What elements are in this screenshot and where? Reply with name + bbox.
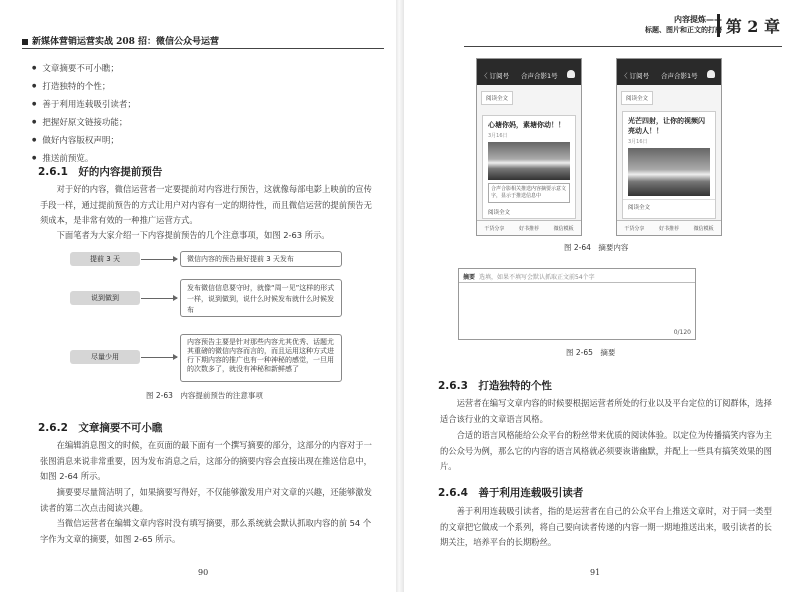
- paragraph: 当微信运营者在编辑文章内容时没有填写摘要，那么系统就会默认抓取内容的前 54 个字作为文章的摘要，如图 2-65 所示。: [40, 518, 372, 544]
- diagram-label-3: 尽量少用: [70, 350, 140, 364]
- phone-nav-bar: [617, 59, 721, 85]
- figure-caption-2-65: 图 2-65 摘要: [566, 348, 616, 357]
- bullet-list: [42, 60, 136, 168]
- phone-tab-bar: [617, 220, 721, 235]
- header-square-icon: [22, 39, 28, 45]
- phone-screenshot-2: [616, 58, 722, 236]
- phone-nav-bar: [477, 59, 581, 85]
- back-link: 〈 订阅号: [481, 72, 510, 80]
- diagram-label-2: 说到做到: [70, 291, 140, 305]
- section-heading-2-6-2: 2.6.2 文章摘要不可小瞧: [38, 422, 163, 434]
- book-gutter: [396, 0, 404, 592]
- article-card: [482, 115, 576, 219]
- figure-caption-2-63: 图 2-63 内容提前预告的注意事项: [146, 391, 263, 400]
- tab-item: 好书推荐: [518, 225, 539, 232]
- paragraph: 下面笔者为大家介绍一下内容提前预告的几个注意事项，如图 2-63 所示。: [56, 230, 330, 240]
- paragraph: 合适的语言风格能给公众平台的粉丝带来优质的阅读体验。以定位为传播搞笑内容为主的公众号为例，那么它的内容的语言风格就必须要诙谐幽默，并配上一些具有搞笑效果的图片。: [440, 430, 772, 471]
- tab-item: 干货分享: [624, 225, 645, 232]
- card-date: 3月16日: [488, 133, 508, 139]
- arrow-icon: [141, 357, 177, 358]
- card-date: 3月16日: [628, 139, 648, 145]
- arrow-icon: [141, 259, 177, 260]
- header-subtitle-2: 标题、图片和正文的打磨: [645, 26, 722, 34]
- paragraph: 摘要要尽量简洁明了，如果摘要写得好，不仅能够激发用户对文章的兴趣，还能够激发读者的第二次点击阅读兴趣。: [40, 487, 372, 513]
- card-image: [488, 142, 570, 180]
- figure-caption-2-64: 图 2-64 摘要内容: [564, 243, 629, 252]
- account-title: 合声合影1号: [521, 72, 558, 80]
- diagram-desc-2: 发布微信信息要守时，就像“周一见”这样的形式一样，说到做到，说什么时候发布就什么时候发布: [180, 279, 342, 317]
- left-page: [0, 0, 396, 592]
- account-title: 合声合影1号: [661, 72, 698, 80]
- card-read-link: 阅读全文: [623, 199, 715, 214]
- summary-field-row: [459, 269, 695, 283]
- section-heading-2-6-3: 2.6.3 打造独特的个性: [438, 380, 552, 392]
- tab-item: 好书推荐: [658, 225, 679, 232]
- paragraph: 善于利用连载吸引读者，指的是运营者在自己的公众平台上推送文章时，对于同一类型的文章把它做成一个系列，将自己要向读者传递的内容一期一期地推送出来，吸引读者的长期关注，培养平台的长期粉丝。: [440, 506, 772, 547]
- paragraph: 运营者在编写文章内容的时候要根据运营者所处的行业以及平台定位的订阅群体，选择适合该行业的文章语言风格。: [440, 398, 772, 424]
- card-summary: 合声合影相关推送内容摘要示意文字，显示于推送信息中: [488, 183, 570, 203]
- bullet-item: ● 做好内容版权声明；: [42, 132, 136, 150]
- character-count: 0/120: [673, 329, 691, 336]
- diagram-label-1: 提前 3 天: [70, 252, 140, 266]
- read-full-tag: 阅读全文: [481, 91, 513, 105]
- summary-label: 摘要: [463, 274, 476, 281]
- paragraph: 对于好的内容，微信运营者一定要提前对内容进行预告，这就像每部电影上映前的宣传手段一样，通过提前预告的方式让用户对内容有一定的期待性，而且微信运营的提前预告无须成本，是非常有效的一种推广运营方式。: [40, 184, 372, 225]
- summary-placeholder: 选填，如果不填写会默认抓取正文前54个字: [479, 274, 595, 281]
- bullet-item: ● 推送前预览。: [42, 150, 136, 168]
- bullet-item: ● 把握好原文链接功能；: [42, 114, 136, 132]
- tab-item: 微信模板: [693, 225, 714, 232]
- bullet-item: ● 打造独特的个性；: [42, 78, 136, 96]
- card-title: 心塘你妈，素塘你动！！: [488, 121, 565, 129]
- book-title: 新媒体营销运营实战 208 招：微信公众号运营: [32, 37, 220, 47]
- header-subtitle-1: 内容提炼——: [674, 15, 722, 24]
- article-card: [622, 111, 716, 219]
- header-rule: [22, 48, 384, 49]
- arrow-icon: [141, 298, 177, 299]
- header-rule: [464, 46, 782, 47]
- phone-screenshot-1: [476, 58, 582, 236]
- diagram-desc-3: 内容预告主要是针对那些内容尤其优秀、话题尤其重磅的微信内容而言的，而且运用这种方式进行下期内容的推广也有一种神秘的感觉，一旦用的次数多了，就没有神秘和新鲜感了: [180, 334, 342, 382]
- card-image: [628, 148, 710, 196]
- page-number: 90: [198, 568, 209, 577]
- paragraph: 在编辑消息图文的时候，在页面的最下面有一个撰写摘要的部分，这部分的内容对于一张图消息来说非常重要，因为发布消息之后，这部分的摘要内容会直接出现在推送信息中，如图 2-64 所示。: [40, 440, 372, 481]
- bullet-item: ● 文章摘要不可小瞧；: [42, 60, 136, 78]
- back-link: 〈 订阅号: [621, 72, 650, 80]
- person-icon: [567, 70, 575, 78]
- chapter-label: 第 2 章: [717, 14, 780, 37]
- diagram-desc-1: 微信内容的预告最好提前 3 天发布: [180, 251, 342, 267]
- section-heading-2-6-1: 2.6.1 好的内容提前预告: [38, 166, 163, 178]
- read-full-tag: 阅读全文: [621, 91, 653, 105]
- running-header-left: [22, 34, 219, 47]
- phone-tab-bar: [477, 220, 581, 235]
- running-header-right: [645, 14, 722, 35]
- card-read-link: 阅读全文: [488, 210, 511, 216]
- section-heading-2-6-4: 2.6.4 善于利用连载吸引读者: [438, 487, 584, 499]
- page-number: 91: [590, 568, 601, 577]
- person-icon: [707, 70, 715, 78]
- card-title: 光芒四射，让你的视频闪亮动人！！: [628, 117, 705, 135]
- summary-editor: [458, 268, 696, 340]
- tab-item: 干货分享: [484, 225, 505, 232]
- right-page: [404, 0, 800, 592]
- bullet-item: ● 善于利用连载吸引读者；: [42, 96, 136, 114]
- tab-item: 微信模板: [553, 225, 574, 232]
